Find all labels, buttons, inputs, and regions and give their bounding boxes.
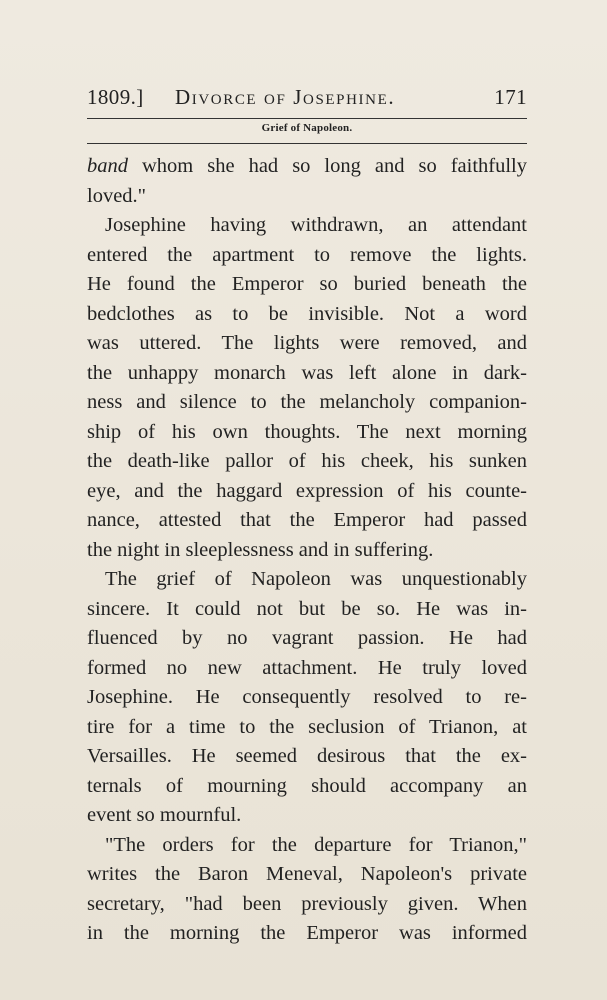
- text-line: [87, 300, 527, 330]
- line-text: The grief of Napoleon was unquestionably: [105, 568, 527, 590]
- line-text: the unhappy monarch was left alone in dark-: [87, 361, 527, 384]
- section-subheading: Grief of Napoleon.: [261, 122, 353, 134]
- italic-word: band: [87, 155, 128, 177]
- text-line: [87, 447, 527, 477]
- line-text: ness and silence to the melancholy companion-: [87, 391, 527, 413]
- line-text: in the morning the Emperor was informed: [87, 922, 527, 944]
- page-number: 171: [494, 85, 527, 109]
- text-line: [87, 536, 527, 566]
- text-line: [87, 595, 527, 625]
- text-line: [87, 152, 527, 182]
- line-text: eye, and the haggard expression of his counte-: [87, 479, 527, 502]
- line-text: was uttered. The lights were removed, and: [87, 332, 527, 354]
- line-text: entered the apartment to remove the lights.: [87, 243, 527, 266]
- text-line: [87, 713, 527, 743]
- text-line: [87, 329, 527, 359]
- line-text: formed no new attachment. He truly loved: [87, 656, 527, 679]
- text-line: [87, 211, 527, 241]
- text-line: [87, 388, 527, 418]
- text-line: [87, 683, 527, 713]
- text-line: [87, 624, 527, 654]
- text-line: [87, 801, 527, 831]
- text-line: [87, 418, 527, 448]
- line-text: ternals of mourning should accompany an: [87, 774, 527, 797]
- text-line: [87, 742, 527, 772]
- line-text: tire for a time to the seclusion of Trianon, at: [87, 715, 527, 738]
- header-year: 1809.]: [87, 85, 144, 109]
- line-text: sincere. It could not but be so. He was in-: [87, 597, 527, 620]
- text-line: [87, 506, 527, 536]
- line-text: loved.": [87, 184, 147, 207]
- header-rule-bottom: [87, 143, 527, 144]
- text-line: [87, 270, 527, 300]
- text-line: [87, 241, 527, 271]
- line-text: fluenced by no vagrant passion. He had: [87, 627, 527, 649]
- text-line: [87, 772, 527, 802]
- line-text: Josephine. He consequently resolved to re-: [87, 686, 527, 708]
- text-line: [87, 654, 527, 684]
- header-chapter-title: Divorce of Josephine.: [175, 85, 396, 109]
- running-head: [87, 83, 527, 115]
- line-text: bedclothes as to be invisible. Not a word: [87, 302, 527, 325]
- line-text: nance, attested that the Emperor had passed: [87, 509, 527, 531]
- text-line: [87, 860, 527, 890]
- header-rule-top: [87, 118, 527, 119]
- line-text: whom she had so long and so faithfully: [128, 155, 527, 177]
- line-text: event so mournful.: [87, 804, 242, 826]
- text-line: [87, 359, 527, 389]
- line-text: the death-like pallor of his cheek, his sunken: [87, 450, 527, 472]
- line-text: ship of his own thoughts. The next morning: [87, 420, 527, 443]
- text-line: [87, 565, 527, 595]
- text-line: [87, 477, 527, 507]
- text-line: [87, 919, 527, 949]
- line-text: He found the Emperor so buried beneath the: [87, 273, 527, 295]
- line-text: the night in sleeplessness and in suffering.: [87, 538, 434, 561]
- text-line: [87, 182, 527, 212]
- text-line: [87, 890, 527, 920]
- line-text: Josephine having withdrawn, an attendant: [105, 214, 527, 236]
- line-text: writes the Baron Meneval, Napoleon's private: [87, 863, 527, 885]
- line-text: "The orders for the departure for Trianon,": [105, 833, 527, 856]
- body-text: [87, 152, 527, 949]
- line-text: Versailles. He seemed desirous that the ex-: [87, 745, 527, 767]
- text-line: [87, 831, 527, 861]
- line-text: secretary, "had been previously given. When: [87, 892, 527, 915]
